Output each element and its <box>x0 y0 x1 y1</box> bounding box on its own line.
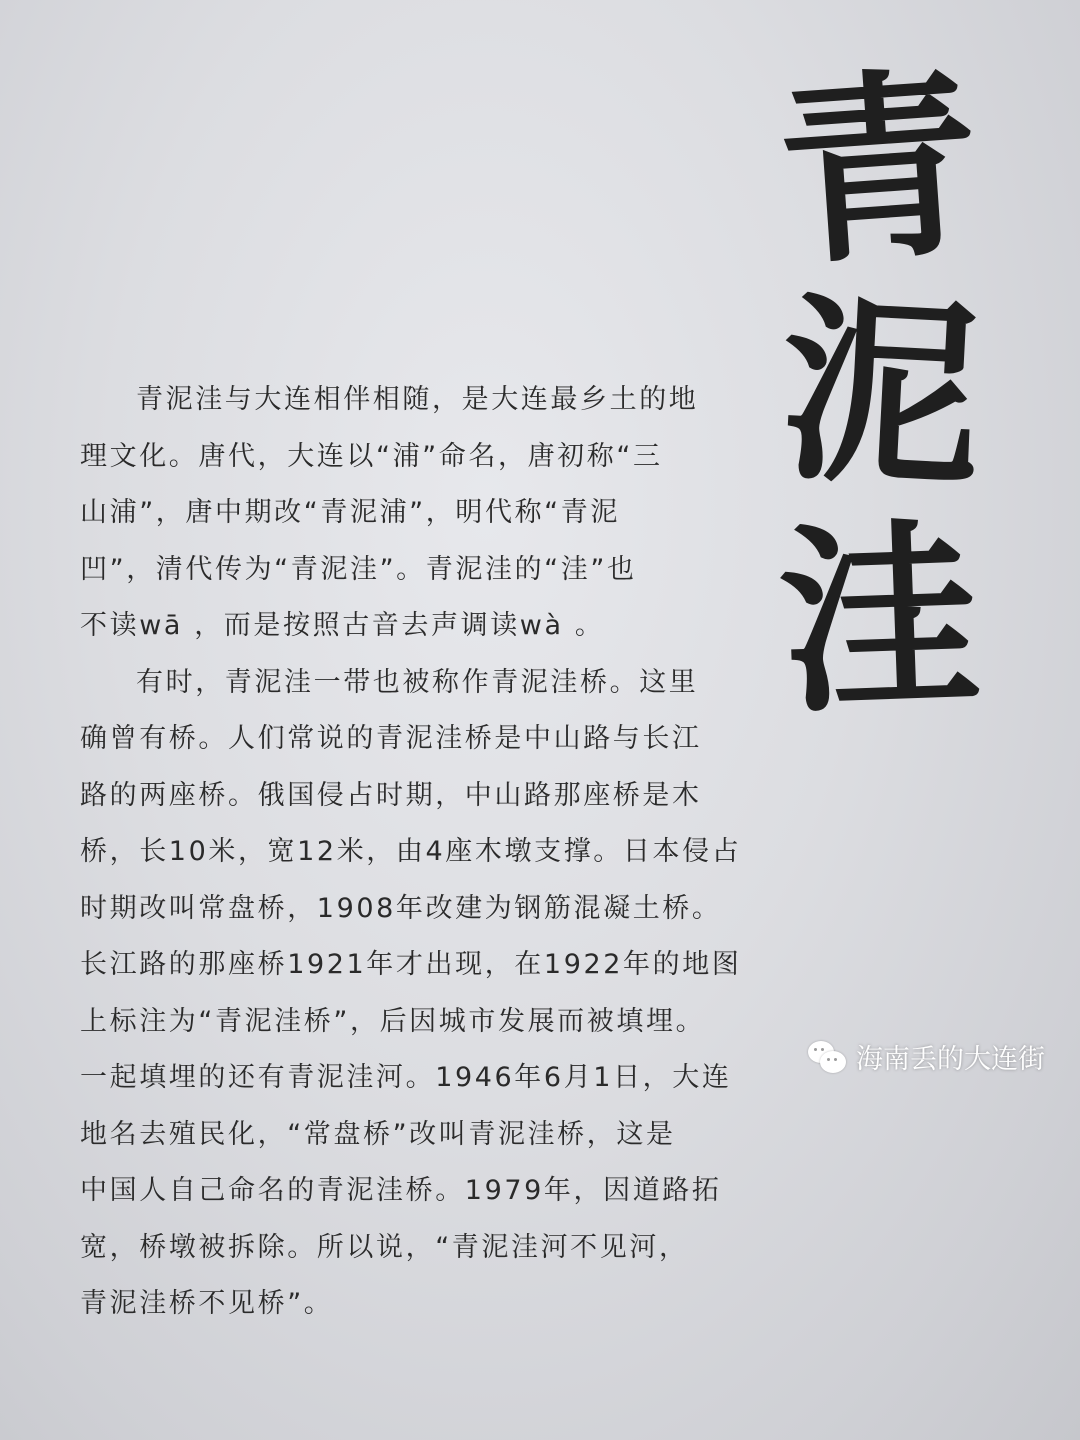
title-char-3: 洼 <box>775 498 984 741</box>
text-line: 青泥洼与大连相伴相随，是大连最乡土的地 <box>136 384 699 415</box>
text-line: 理文化。唐代，大连以“浦”命名，唐初称“三 <box>80 440 663 472</box>
text-line: 桥，长10米，宽12米，由4座木墩支撑。日本侵占 <box>80 836 742 867</box>
title-char-2: 泥 <box>774 271 987 518</box>
text-line: 长江路的那座桥1921年才出现，在1922年的地图 <box>80 949 742 980</box>
calligraphy-title <box>770 45 990 745</box>
wechat-watermark <box>808 1034 1045 1078</box>
text-line: 上标注为“青泥洼桥”，后因城市发展而被填埋。 <box>80 1005 706 1037</box>
text-line: 一起填埋的还有青泥洼河。1946年6月1日，大连 <box>80 1062 732 1093</box>
text-line: 不读wā ，而是按照古音去声调读wà 。 <box>80 610 605 641</box>
text-line: 确曾有桥。人们常说的青泥洼桥是中山路与长江 <box>80 723 702 754</box>
text-line: 有时，青泥洼一带也被称作青泥洼桥。这里 <box>136 666 699 698</box>
text-line: 时期改叫常盘桥，1908年改建为钢筋混凝土桥。 <box>80 892 722 924</box>
text-line: 路的两座桥。俄国侵占时期，中山路那座桥是木 <box>80 779 702 811</box>
body-text <box>80 372 742 1333</box>
watermark-text: 海南丢的大连街 <box>856 1043 1045 1075</box>
title-char-1: 青 <box>771 45 988 294</box>
text-line: 凹”，清代传为“青泥洼”。青泥洼的“洼”也 <box>80 553 637 585</box>
text-line: 地名去殖民化，“常盘桥”改叫青泥洼桥，这是 <box>80 1118 676 1150</box>
text-line: 青泥洼桥不见桥”。 <box>80 1288 334 1319</box>
wechat-icon <box>808 1039 846 1073</box>
text-line: 中国人自己命名的青泥洼桥。1979年，因道路拓 <box>80 1175 722 1206</box>
text-line: 山浦”，唐中期改“青泥浦”，明代称“青泥 <box>80 497 620 528</box>
text-line: 宽，桥墩被拆除。所以说，“青泥洼河不见河， <box>80 1231 689 1263</box>
